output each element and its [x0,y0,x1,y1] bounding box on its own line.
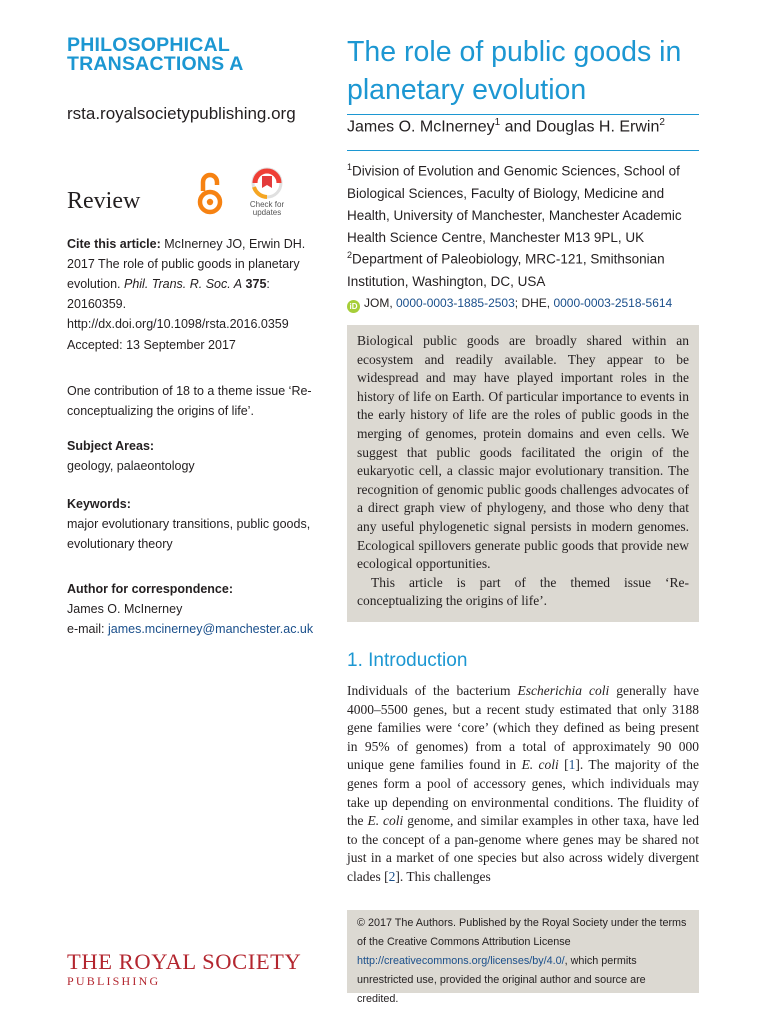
reference-link-2[interactable]: 2 [388,868,396,884]
intro-species-1: Escherichia coli [517,683,610,698]
correspondence-label: Author for correspondence: [67,582,233,596]
subject-areas-value: geology, palaeontology [67,459,195,473]
subject-areas [67,436,317,476]
keywords-label: Keywords: [67,497,131,511]
email-link[interactable]: james.mcinerney@manchester.ac.uk [107,622,314,636]
publisher-sub: PUBLISHING [67,974,161,988]
open-access-icon [195,171,225,216]
affiliation-2-text: Department of Paleobiology, MRC-121, Smithsonian Institution, Washington, DC, USA [347,251,665,289]
authors-divider [347,150,699,151]
affiliation-2-marker: 2 [347,250,353,260]
check-for-updates-icon [251,167,283,199]
section-heading-introduction: 1. Introduction [347,650,468,671]
subject-areas-label: Subject Areas: [67,439,155,453]
intro-species-2: E. coli [521,757,559,773]
author-1-affil: 1 [494,117,501,128]
author-1: James O. McInerney [347,118,495,136]
license-box [347,910,699,1005]
orcid-jom-label: JOM, [364,296,396,310]
journal-name [67,36,244,74]
citation-label: Cite this article: [67,237,161,251]
check-label-line1: Check for [249,200,285,209]
abstract-paragraph-1: Biological public goods are broadly shared within an ecosystem and readily available. They appear to be widespread and may have played important roles in the history of life on Earth. Of particular importance to events in the early history of life are the roles of public goods in the merging of genomes, protein domains and even cells. We suggest that public goods facilitated the origin of the eukaryotic cell, a classic major evolutionary transition. The recognition of genomic public goods challenges advocates of a direct graph view of phylogeny, and those who deny that any useful phylogenetic signal persists in modern genomes. Ecological spillovers generate public goods that provide new ecological opportunities. [357,333,689,572]
keywords [67,494,317,554]
introduction-body [347,682,699,887]
introduction-paragraph [347,682,699,887]
publisher-logo[interactable] [67,950,301,988]
theme-issue-note: One contribution of 18 to a theme issue ‘Re-conceptualizing the origins of life’. [67,384,312,418]
citation-volume: 375 [242,277,267,291]
intro-text-5: genome, and similar examples in other taxa, have led to the concept of a pan-genome where genes may be shared not just in a market of one species but also across widely divergent clades [ [347,813,699,884]
author-2-affil: 2 [659,117,665,128]
intro-text-2: generally have 4000–5500 genes, but a recent study estimated that only 3188 gene families were ‘core’ (which they defined as being present in 95% of genomes) from a total of approximately 90 000 unique gene families found in [347,683,699,773]
article-type: Review [67,188,141,214]
reference-link-1[interactable]: 1 [568,757,576,773]
orcid-icon: iD [347,300,360,313]
title-divider [347,114,699,115]
citation-authors: McInerney JO, Erwin DH. 2017 The role of public goods in planetary evolution. [67,237,306,291]
orcid-dhe-label: ; DHE, [514,296,554,310]
correspondence-email-line [67,619,317,639]
check-for-updates-badge[interactable] [244,167,290,217]
intro-text-1: Individuals of the bacterium [347,683,518,698]
abstract-box [347,325,699,622]
intro-species-3: E. coli [367,813,404,829]
journal-name-line2: TRANSACTIONS A [67,53,244,75]
license-text-2: , which permits unrestricted use, provided the original author and source are credited. [357,955,646,1005]
author-line [347,117,665,136]
accepted-date: Accepted: 13 September 2017 [67,338,236,352]
citation-journal: Phil. Trans. R. Soc. A [123,277,243,291]
email-label: e-mail: [67,622,108,636]
intro-text-3: [ [558,757,569,773]
correspondence [67,579,317,639]
license-text-1: © 2017 The Authors. Published by the Royal Society under the terms of the Creative Commons Attribution License [357,917,687,948]
affiliation-1-marker: 1 [347,162,353,172]
journal-name-line1: PHILOSOPHICAL [67,34,230,56]
check-label-line2: updates [252,208,282,217]
affiliation-1-text: Division of Evolution and Genomic Sciences, School of Biological Sciences, Faculty of Biology, Medicine and Health, University of Manchester, Manchester Academic Health Science Centre, Manchester M13 9PL, UK [347,163,682,245]
correspondence-name: James O. McInerney [67,602,183,616]
license-link[interactable]: http://creativecommons.org/licenses/by/4.0/ [357,955,565,967]
intro-text-4: ]. The majority of the genes form a pool of accessory genes, which individuals may take up depending on environmental conditions. The fluidity of the [347,757,699,829]
publisher-name: THE ROYAL SOCIETY [67,949,302,974]
abstract-paragraph-2: This article is part of the themed issue ‘Re-conceptualizing the origins of life’. [357,574,689,609]
author-2: and Douglas H. Erwin [500,118,660,136]
intro-text-6: ]. This challenges [395,868,491,884]
citation-article-no: : 20160359. [67,277,270,311]
journal-url[interactable]: rsta.royalsocietypublishing.org [67,104,296,123]
citation-doi[interactable]: http://dx.doi.org/10.1098/rsta.2016.0359 [67,317,289,331]
orcid-line [347,296,672,313]
citation-block [67,234,317,334]
keywords-value: major evolutionary transitions, public goods, evolutionary theory [67,517,311,551]
orcid-jom-link[interactable]: 0000-0003-1885-2503 [396,296,515,310]
affiliation-1 [347,156,699,249]
affiliation-2 [347,244,699,293]
article-title: The role of public goods in planetary evolution [347,36,682,106]
orcid-dhe-link[interactable]: 0000-0003-2518-5614 [553,296,673,310]
